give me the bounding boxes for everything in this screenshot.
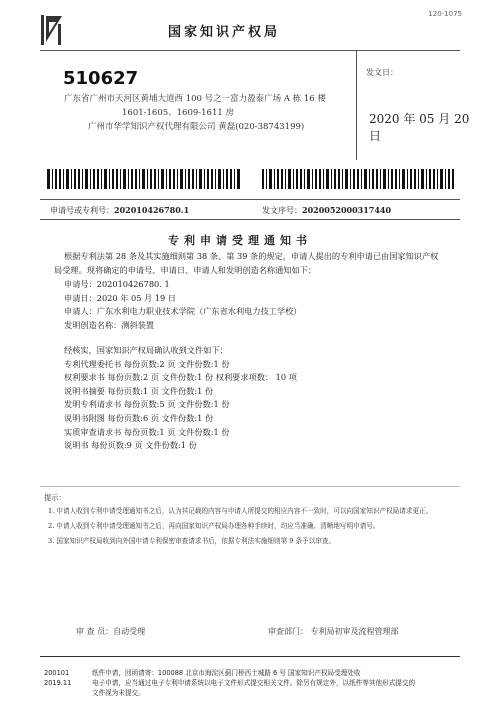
barcode-bar: [63, 169, 64, 189]
app-rule-bottom: [40, 219, 460, 220]
barcode-bar: [274, 169, 275, 189]
barcode-bar: [230, 169, 232, 189]
notice-title: 专利申请受理通知书: [168, 234, 312, 247]
barcode-bar: [300, 169, 302, 189]
barcode-bar: [120, 169, 121, 189]
barcode-bar: [277, 169, 279, 189]
barcode-bar: [78, 169, 80, 189]
barcode-bar: [55, 169, 57, 189]
barcode-bar: [266, 169, 267, 189]
doc-item: 说明书附图 每份页数:6 页 文件份数:1 份: [64, 412, 214, 423]
application-number: [50, 205, 189, 216]
barcode-bar: [312, 169, 313, 189]
barcode-bar: [281, 169, 283, 189]
address-line-1: 广东省广州市天河区黄埔大道西 100 号之一富力盈泰广场 A 栋 16 楼: [64, 94, 326, 104]
barcode-bar: [82, 169, 83, 189]
hint-list: [48, 505, 458, 547]
barcode-bar: [331, 169, 332, 189]
footer-line-2: 电子申请，应当通过电子专利申请系统以电子文件形式提交相关文件。除另有规定外，以纸件等其他形式提交的: [92, 679, 416, 687]
barcode-bar: [173, 169, 175, 189]
footer-line-1: 纸件申请，回函请寄：100088 北京市海淀区蓟门桥西土城路 6 号 国家知识产权局受理处收: [92, 669, 361, 677]
serial-number: [262, 205, 391, 216]
barcode-bar: [74, 169, 76, 189]
hint-item: 2. 申请人收到专利申请受理通知书之后，再向国家知识产权局办理各种手续时，均应当准确、清晰地写明申请号。: [48, 522, 380, 530]
field-applicant: 申请人：广东水利电力职业技术学院（广东省水利电力技工学校）: [64, 306, 302, 317]
barcode-bar: [429, 169, 431, 189]
barcode-bar: [315, 169, 317, 189]
barcode-bar: [334, 169, 336, 189]
barcode-bar: [147, 169, 148, 189]
barcode-bar: [307, 169, 310, 189]
barcode-bar: [383, 169, 386, 189]
send-date: 2020 年 05 月 20 日: [369, 112, 470, 143]
barcode-right: [262, 169, 458, 189]
barcode-bar: [71, 169, 72, 189]
barcode-bar: [445, 169, 446, 189]
barcode-bar: [395, 169, 397, 189]
barcode-bar: [350, 169, 351, 189]
barcode-bar: [116, 169, 118, 189]
hint-rule: [40, 486, 460, 487]
field-app-date: 申请日：2020 年 05 月 19 日: [64, 292, 176, 303]
barcode-bar: [109, 169, 110, 189]
barcode-bar: [376, 169, 378, 189]
barcode-bar: [104, 169, 107, 189]
barcode-bar: [452, 169, 454, 189]
barcode-bar: [59, 169, 61, 189]
barcode-bar: [47, 169, 50, 189]
barcode-bar: [199, 169, 202, 189]
barcode-bar: [97, 169, 99, 189]
barcode-bar: [399, 169, 400, 189]
doc-item: 说明书摘要 每份页数:1 页 文件份数:1 份: [64, 385, 214, 396]
barcode-bar: [440, 169, 443, 189]
header-rule: [40, 50, 460, 51]
barcode-bar: [90, 169, 91, 189]
barcode-bar: [66, 169, 69, 189]
hint-item: 1. 申请人收到专利申请受理通知书之后，认为其记载的内容与申请人所提交的相应内容不一致时，可以向国家知识产权局请求更正。: [48, 507, 433, 515]
barcode-bar: [288, 169, 291, 189]
barcode-bar: [234, 169, 235, 189]
barcode-left: [47, 169, 242, 189]
barcode-bar: [380, 169, 381, 189]
barcode-bar: [158, 169, 159, 189]
barcode-bar: [262, 169, 264, 189]
barcode-bar: [418, 169, 419, 189]
app-no-label: 申请号或专利号：: [50, 206, 114, 215]
docs-intro: 经核实，国家知识产权局确认收到文件如下：: [64, 345, 228, 355]
footer-text: [92, 668, 464, 698]
serial-label: 发文序号：: [262, 206, 302, 215]
application-fields: [64, 278, 301, 332]
address-line-2: 1601-1605、1609-1611 房: [122, 108, 234, 118]
barcode-bar: [215, 169, 216, 189]
barcode-bar: [204, 169, 205, 189]
barcode-bar: [448, 169, 450, 189]
barcode-bar: [128, 169, 129, 189]
barcode-bar: [388, 169, 389, 189]
examiner: 审 查 员：自动受理: [76, 627, 146, 636]
barcode-bar: [391, 169, 393, 189]
barcode-bar: [135, 169, 137, 189]
barcode-bar: [296, 169, 298, 189]
barcode-bar: [166, 169, 167, 189]
barcode-bar: [52, 169, 53, 189]
office-name: 国家知识产权局: [168, 25, 281, 40]
barcode-bar: [285, 169, 286, 189]
barcode-bar: [326, 169, 329, 189]
doc-item: 实质审查请求书 每份页数:1 页 文件份数:1 份: [64, 426, 230, 437]
field-app-no: 申请号：202010426780. 1: [64, 279, 170, 289]
barcode-bar: [123, 169, 126, 189]
barcode-bar: [226, 169, 228, 189]
footer-rule: [40, 656, 460, 657]
department: 审查部门： 专利局初审及流程管理部: [268, 627, 399, 636]
barcode-bar: [131, 169, 133, 189]
barcode-bar: [142, 169, 145, 189]
barcode-bar: [223, 169, 224, 189]
barcode-bar: [196, 169, 197, 189]
doc-item: 说明书 每份页数:9 页 文件份数:1 份: [64, 440, 197, 451]
barcode-bar: [93, 169, 95, 189]
date-divider: [356, 50, 357, 160]
barcode-bar: [192, 169, 194, 189]
barcode-bar: [161, 169, 164, 189]
barcode-bar: [218, 169, 221, 189]
serial-value: 2020052000317440: [302, 205, 392, 215]
form-code: 120-1075: [428, 10, 462, 18]
barcode-bar: [188, 169, 190, 189]
barcode-bar: [85, 169, 88, 189]
barcode-bar: [319, 169, 321, 189]
barcode-bar: [372, 169, 374, 189]
cnipa-logo-icon: [38, 14, 64, 46]
doc-item: 权利要求书 每份页数:2 页 文件份数:1 份 权利要求项数： 10 项: [64, 372, 297, 383]
barcode-bar: [293, 169, 294, 189]
barcode-bar: [154, 169, 156, 189]
agent-line: 广州市华学知识产权代理有限公司 黄磊(020-38743199): [88, 122, 305, 132]
barcode-bar: [345, 169, 348, 189]
barcode-bar: [207, 169, 209, 189]
barcode-bar: [185, 169, 186, 189]
doc-item: 发明专利请求书 每份页数:5 页 文件份数:1 份: [64, 399, 230, 410]
app-no-value: 202010426780.1: [114, 205, 190, 215]
barcode-bar: [361, 169, 362, 189]
barcode-bar: [237, 169, 240, 189]
barcode-bar: [139, 169, 140, 189]
barcode-bar: [177, 169, 178, 189]
barcode-bar: [323, 169, 324, 189]
doc-item: 专利代理委托书 每份页数:2 页 文件份数:1 份: [64, 358, 230, 369]
barcode-bar: [402, 169, 405, 189]
field-invention-name: 发明创造名称：测斜装置: [64, 319, 155, 330]
app-rule-top: [40, 199, 460, 200]
barcode-bar: [414, 169, 416, 189]
postcode: 510627: [63, 68, 139, 89]
barcode-bar: [407, 169, 408, 189]
hint-label: 提示：: [44, 493, 66, 502]
send-date-label: 发文日：: [366, 68, 398, 77]
received-docs: [64, 344, 297, 453]
footer-code-1: 200101: [44, 669, 70, 677]
barcode-bar: [169, 169, 171, 189]
barcode-bar: [437, 169, 438, 189]
notice-intro: 根据专利法第 28 条及其实施细则第 38 条、第 39 条的规定，申请人提出的专利申请已由国家知识产权局受理。现将确定的申请号、申请日、申请人和发明创造名称通知如下：: [54, 251, 439, 275]
footer-line-3: 文件视为未提交。: [92, 689, 145, 697]
barcode-bar: [410, 169, 412, 189]
barcode-bar: [353, 169, 355, 189]
barcode-bar: [304, 169, 305, 189]
barcode-bar: [364, 169, 367, 189]
barcode-bar: [342, 169, 343, 189]
barcode-bar: [369, 169, 370, 189]
barcode-bar: [421, 169, 424, 189]
barcode-bar: [101, 169, 102, 189]
barcode-bar: [357, 169, 359, 189]
barcode-bar: [211, 169, 213, 189]
barcode-bar: [338, 169, 340, 189]
barcode-bar: [433, 169, 435, 189]
footer-code-2: 2019.11: [44, 679, 72, 687]
hint-item: 3. 国家知识产权局收到向外国申请专利保密审查请求书后，依据专利法实施细则第 9 条予以审查。: [48, 537, 336, 545]
barcode-bar: [150, 169, 152, 189]
barcode-bar: [426, 169, 427, 189]
barcode-bar: [269, 169, 272, 189]
barcode-bar: [180, 169, 183, 189]
barcode-bar: [112, 169, 114, 189]
